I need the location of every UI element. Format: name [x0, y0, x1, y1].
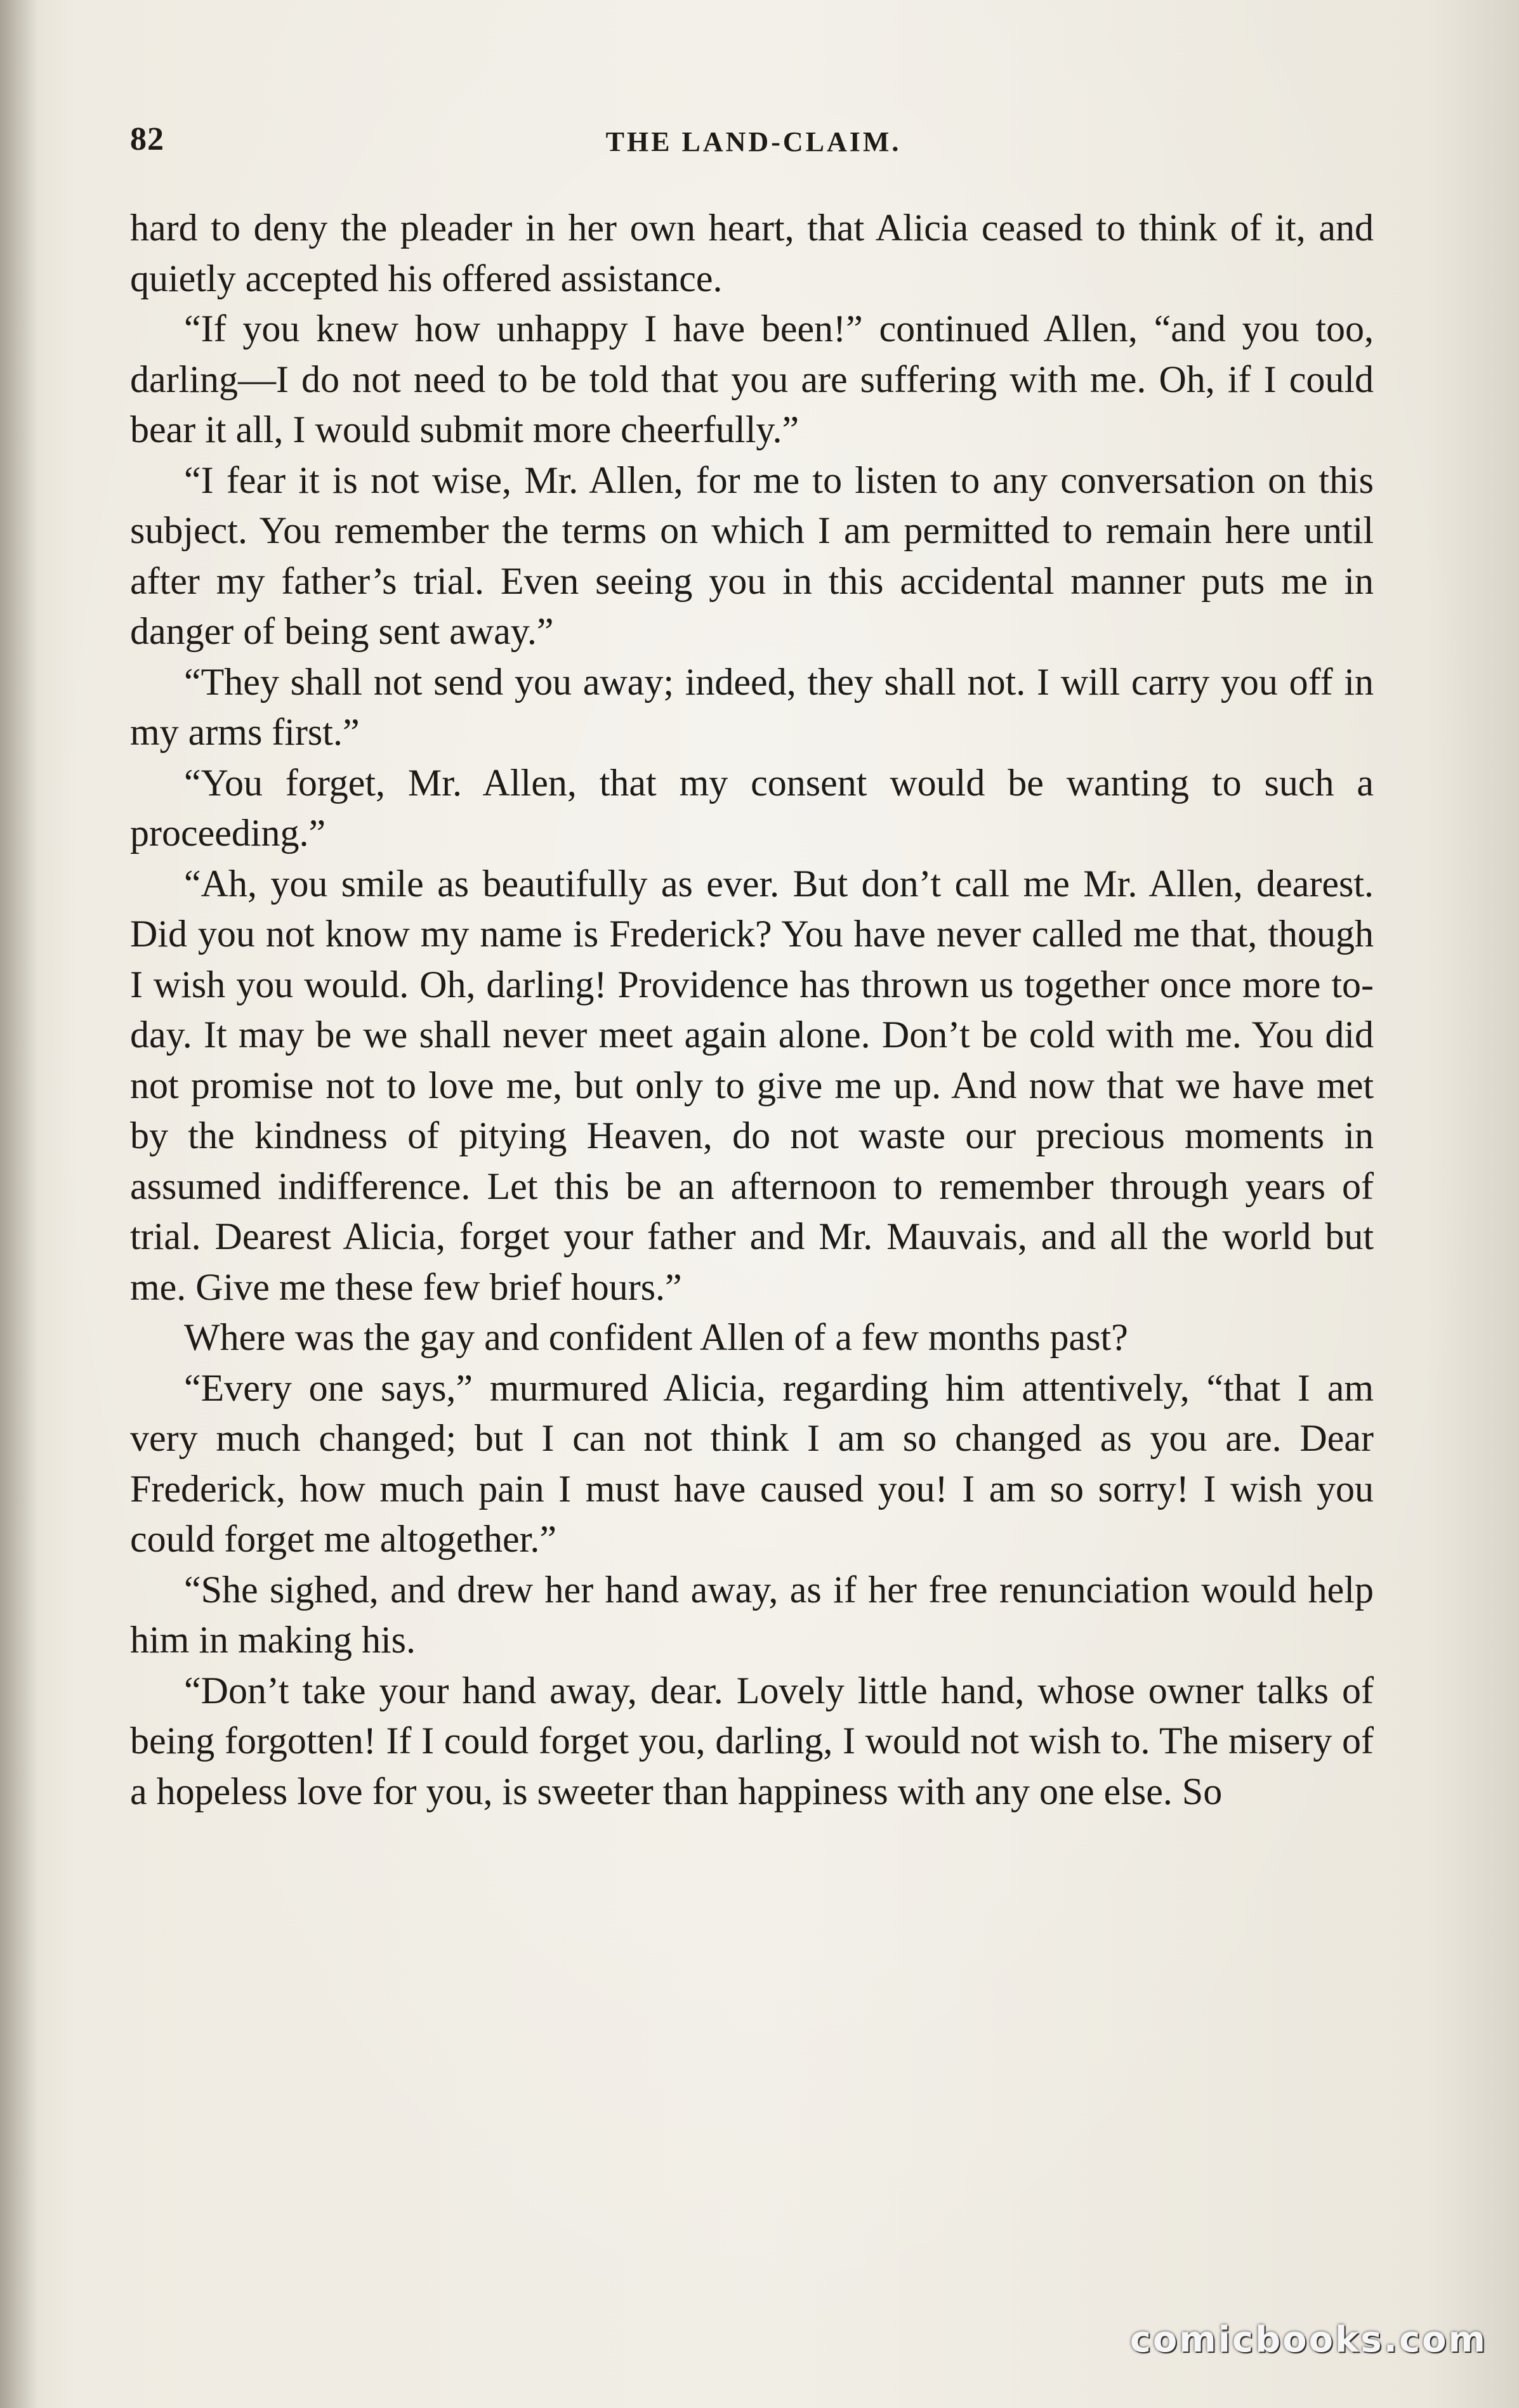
paragraph: “Don’t take your hand away, dear. Lovely little hand, whose owner talks of being forgotten! If I could forget you, darling, I would not wish to. The misery of a hopeless love for you, is sweeter than happiness with any one else. So: [130, 1669, 1374, 1812]
paragraph: “Ah, you smile as beautifully as ever. But don’t call me Mr. Allen, dearest. Did you not know my name is Frederick? You have never called me that, though I wish you would. Oh, darling! Providence has thrown us together once more to-day. It may be we shall never meet again alone. Don’t be cold with me. You did not promise not to love me, but only to give me up. And now that we have met by the kindness of pitying Heaven, do not waste our precious moments in assumed indifference. Let this be an afternoon to remember through years of trial. Dearest Alicia, forget your father and Mr. Mauvais, and all the world but me. Give me these few brief hours.”: [130, 862, 1374, 1308]
paragraph: “If you knew how unhappy I have been!” continued Allen, “and you too, darling—I do not need to be told that you are suffering with me. Oh, if I could bear it all, I would submit more cheerfully.”: [130, 308, 1374, 450]
paragraph: “They shall not send you away; indeed, they shall not. I will carry you off in my arms first.”: [130, 660, 1374, 753]
page-number: 82: [130, 121, 164, 157]
paragraph: “I fear it is not wise, Mr. Allen, for me to listen to any conversation on this subject. You remember the terms on which I am permitted to remain here until after my father’s trial. Even seeing you in this accidental manner puts me in danger of being sent away.”: [130, 459, 1374, 652]
paragraph: “Every one says,” murmured Alicia, regarding him attentively, “that I am very much changed; but I can not think I am so changed as you are. Dear Frederick, how much pain I must have caused you! I am so sorry! I wish you could forget me altogether.”: [130, 1366, 1374, 1560]
paragraph: “She sighed, and drew her hand away, as if her free renunciation would help him in making his.: [130, 1568, 1374, 1661]
running-head: THE LAND-CLAIM.: [605, 126, 902, 157]
paragraph: hard to deny the pleader in her own heart, that Alicia ceased to think of it, and quietly accepted his offered assistance.: [130, 207, 1374, 299]
body-text: [130, 203, 1374, 1817]
paragraph: “You forget, Mr. Allen, that my consent would be wanting to such a proceeding.”: [130, 761, 1374, 854]
page-header: [130, 121, 1377, 165]
watermark: comicbooks.com: [1129, 2319, 1487, 2360]
spine-shadow: [0, 0, 38, 2408]
paragraph: Where was the gay and confident Allen of a few months past?: [184, 1316, 1128, 1358]
